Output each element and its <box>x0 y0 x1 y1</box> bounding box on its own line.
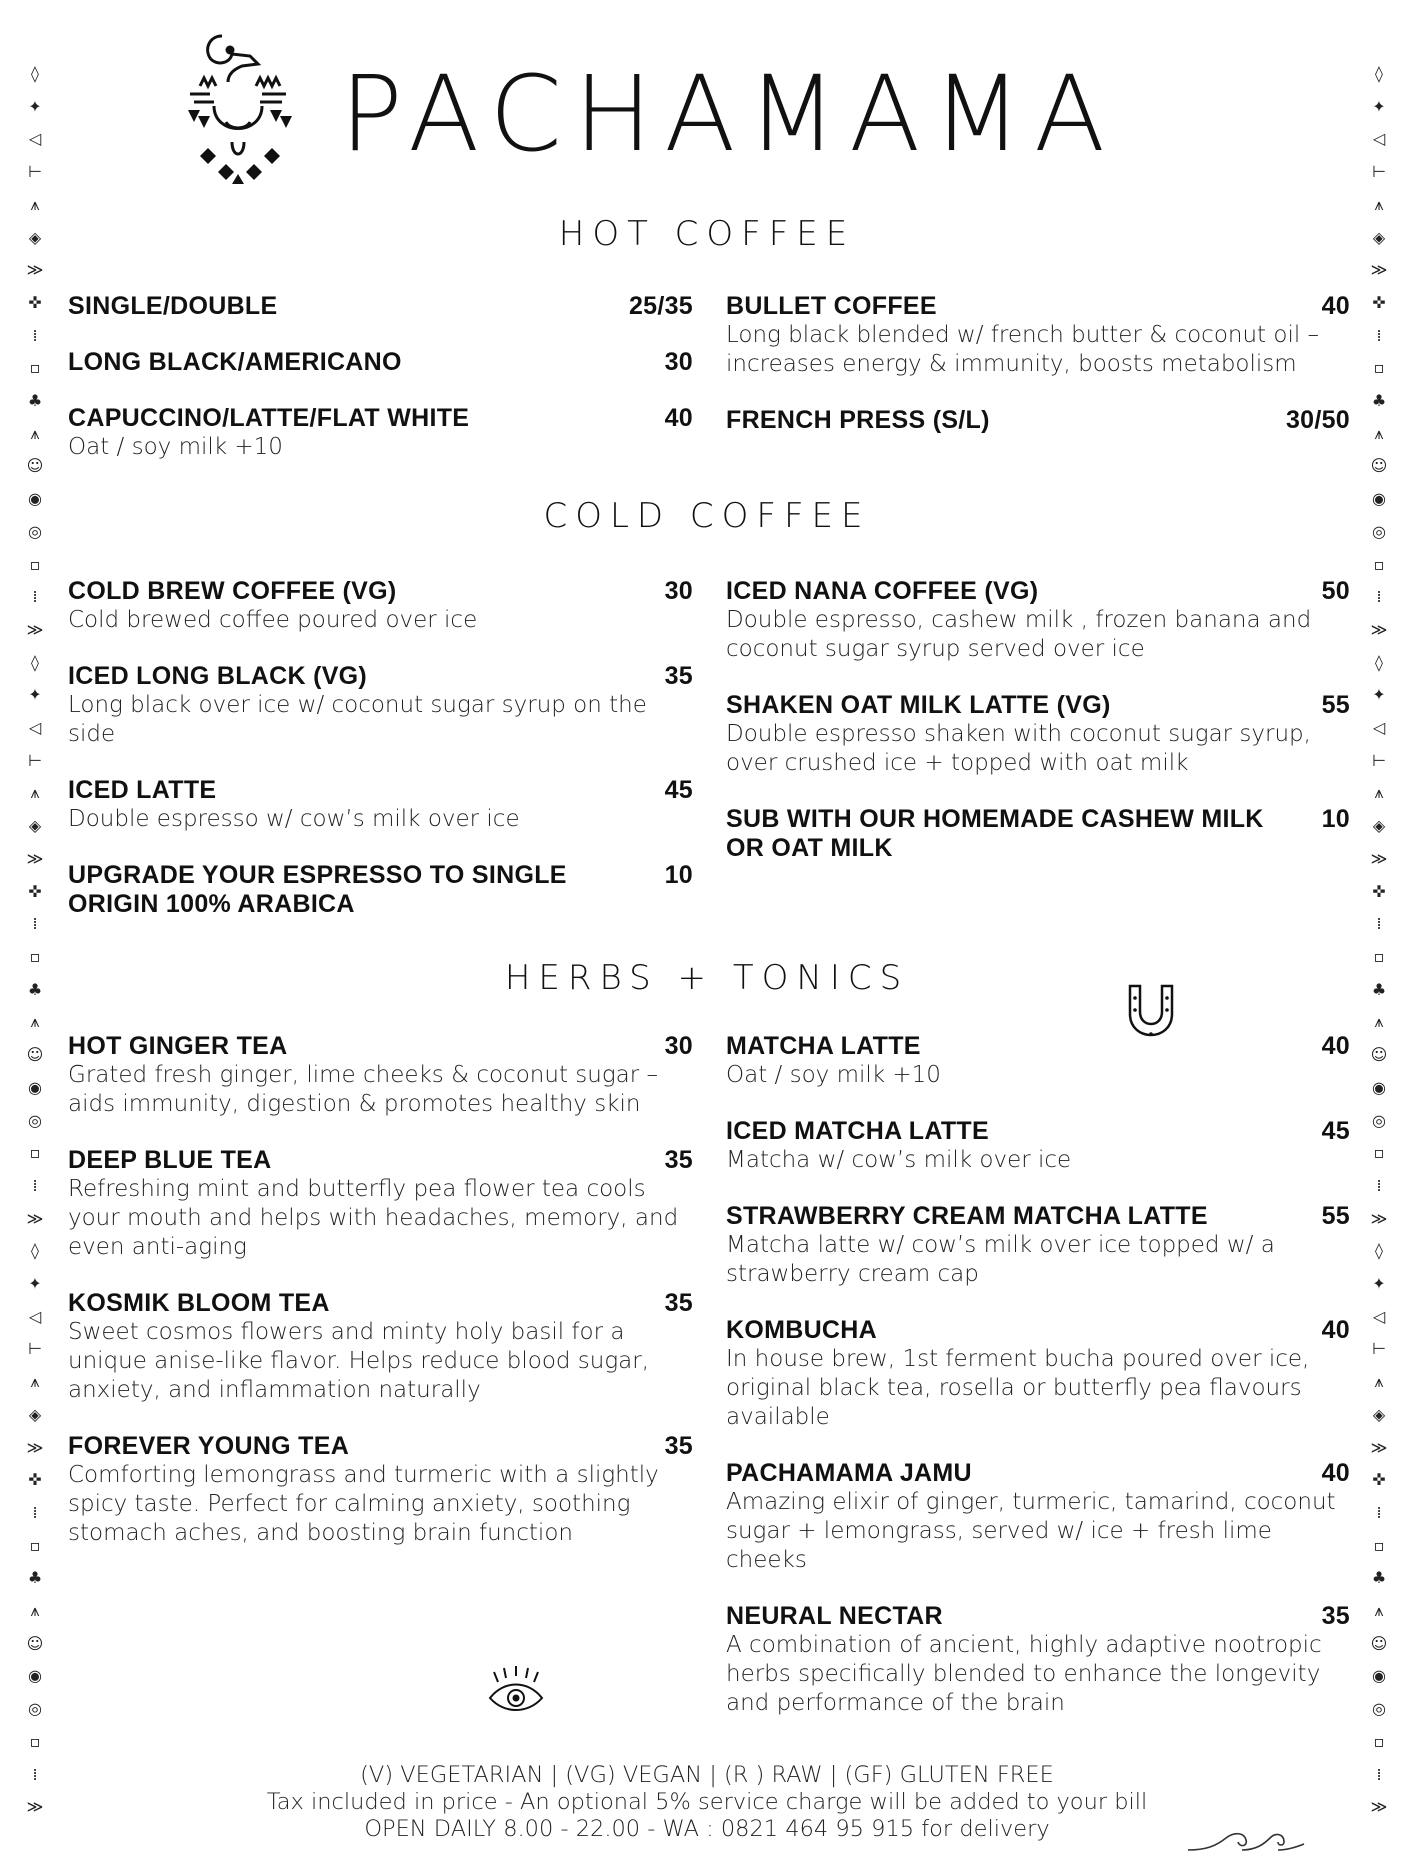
menu-item <box>68 776 693 834</box>
herbs-tonics-right-column <box>726 1032 1350 1745</box>
menu-item <box>726 406 1350 435</box>
menu-item <box>726 1459 1350 1575</box>
tribal-pattern-icon: ▫ <box>29 554 41 574</box>
right-tribal-border <box>1364 66 1394 1816</box>
tribal-pattern-icon: ⊢ <box>1372 162 1386 182</box>
menu-item-name: DEEP BLUE TEA <box>68 1146 272 1174</box>
menu-item <box>68 292 693 321</box>
tribal-pattern-icon: ⩚ <box>30 194 40 214</box>
tribal-pattern-icon: ◈ <box>28 227 42 247</box>
menu-item-name: SINGLE/DOUBLE <box>68 292 278 320</box>
tribal-pattern-icon: ⁞ <box>1376 914 1382 934</box>
menu-item-name: LONG BLACK/AMERICANO <box>68 348 402 376</box>
menu-item-name: BULLET COFFEE <box>726 292 937 320</box>
menu-item <box>68 1032 693 1119</box>
tribal-pattern-icon: ▫ <box>1373 1143 1385 1163</box>
tribal-pattern-icon: ⩚ <box>1374 423 1384 443</box>
tribal-pattern-icon: ⩚ <box>1374 1372 1384 1392</box>
tribal-pattern-icon: ◁ <box>28 718 42 738</box>
tribal-pattern-icon: ☺ <box>1370 1045 1388 1065</box>
menu-item-header <box>68 861 693 919</box>
tribal-pattern-icon: ▫ <box>29 946 41 966</box>
menu-item <box>726 1117 1350 1175</box>
tribal-pattern-icon: ⁞ <box>32 914 38 934</box>
menu-item-name: STRAWBERRY CREAM MATCHA LATTE <box>726 1202 1208 1230</box>
tribal-pattern-icon: ◊ <box>31 64 39 83</box>
menu-item-description: Refreshing mint and butterfly pea flower tea cools your mouth and helps with headaches, memory, and even anti-aging <box>68 1176 679 1260</box>
tribal-pattern-icon: ⊢ <box>28 750 42 770</box>
tribal-pattern-icon: ⊢ <box>1372 750 1386 770</box>
tribal-pattern-icon: ⁞ <box>1376 587 1382 607</box>
cold-coffee-right-column <box>726 577 1350 890</box>
tribal-pattern-icon: ⩚ <box>1374 194 1384 214</box>
tribal-pattern-icon: ◁ <box>1372 718 1386 738</box>
tribal-pattern-icon: ☺ <box>26 1045 44 1065</box>
menu-item-price: 50 <box>1321 577 1350 605</box>
menu-item <box>726 1202 1350 1289</box>
tribal-pattern-icon: ◉ <box>28 489 42 509</box>
tribal-pattern-icon: ◁ <box>1372 1306 1386 1326</box>
menu-item-name: ICED LATTE <box>68 776 217 804</box>
menu-item-name: COLD BREW COFFEE (VG) <box>68 577 397 605</box>
tribal-pattern-icon: ✜ <box>28 1470 42 1490</box>
menu-item-header <box>726 1602 1350 1631</box>
tribal-pattern-icon: ♣ <box>27 979 43 999</box>
tribal-pattern-icon: ⩚ <box>1374 783 1384 803</box>
tribal-pattern-icon: ⁞ <box>32 587 38 607</box>
menu-item-price: 40 <box>1321 1459 1350 1487</box>
menu-item <box>68 662 693 749</box>
tribal-pattern-icon: ▫ <box>29 1535 41 1555</box>
menu-item-name: FRENCH PRESS (S/L) <box>726 406 990 434</box>
tribal-pattern-icon: ◊ <box>31 652 39 672</box>
menu-item <box>68 404 693 462</box>
tribal-pattern-icon: ≫ <box>1370 1797 1388 1817</box>
tribal-pattern-icon: ◎ <box>28 1699 42 1719</box>
tribal-pattern-icon: ⁞ <box>1376 1502 1382 1522</box>
tribal-pattern-icon: ⩚ <box>30 783 40 803</box>
tribal-pattern-icon: ≫ <box>26 260 44 280</box>
menu-item-price: 55 <box>1321 691 1350 719</box>
tribal-pattern-icon: ⩚ <box>1374 1601 1384 1621</box>
menu-item <box>68 1146 693 1262</box>
tribal-pattern-icon: ☺ <box>26 1633 44 1653</box>
tribal-pattern-icon: ⁞ <box>32 325 38 345</box>
dietary-legend: (V) VEGETARIAN | (VG) VEGAN | (R ) RAW | (GF) GLUTEN FREE <box>360 1762 1054 1788</box>
tribal-pattern-icon: ♣ <box>27 1568 43 1588</box>
section-title-herbs-tonics: HERBS + TONICS <box>504 958 910 998</box>
menu-item-price: 10 <box>664 861 693 889</box>
tribal-pattern-icon: ♣ <box>1371 391 1387 411</box>
tribal-pattern-icon: ✦ <box>28 96 42 116</box>
tribal-pattern-icon: ≫ <box>1370 1208 1388 1228</box>
tribal-pattern-icon: ♣ <box>1371 1568 1387 1588</box>
menu-item-header <box>726 691 1350 720</box>
tribal-pattern-icon: ⁞ <box>1376 1764 1382 1784</box>
menu-item <box>68 1432 693 1548</box>
menu-item-name: MATCHA LATTE <box>726 1032 921 1060</box>
tribal-pattern-icon: ⩚ <box>30 1601 40 1621</box>
tribal-pattern-icon: ✜ <box>28 292 42 312</box>
menu-item <box>726 1032 1350 1090</box>
herbs-tonics-left-column <box>68 1032 693 1575</box>
hot-coffee-right-column <box>726 292 1350 462</box>
tribal-pattern-icon: ◉ <box>28 1077 42 1097</box>
menu-item <box>726 691 1350 778</box>
menu-item-header <box>68 292 693 321</box>
menu-item-name: ICED LONG BLACK (VG) <box>68 662 368 690</box>
menu-item <box>68 348 693 377</box>
menu-item-header <box>68 1289 693 1318</box>
tribal-face-logo-icon <box>170 26 310 206</box>
menu-item-description: Sweet cosmos flowers and minty holy basil for a unique anise-like flavor. Helps reduce blood sugar, anxiety, and inflammation naturally <box>68 1319 650 1403</box>
tribal-pattern-icon: ◈ <box>28 1404 42 1424</box>
menu-item <box>68 861 693 919</box>
tribal-pattern-icon: ✦ <box>1372 1274 1386 1294</box>
menu-item-description: Oat / soy milk +10 <box>68 434 283 460</box>
tribal-pattern-icon: ◎ <box>1372 521 1386 541</box>
menu-item-price: 30/50 <box>1285 406 1350 434</box>
menu-item-header <box>68 776 693 805</box>
tribal-pattern-icon: ◎ <box>28 1110 42 1130</box>
tribal-pattern-icon: ☺ <box>1370 456 1388 476</box>
tribal-pattern-icon: ▫ <box>1373 358 1385 378</box>
menu-item-header <box>726 1117 1350 1146</box>
menu-item-header <box>726 1032 1350 1061</box>
tribal-pattern-icon: ⊢ <box>28 1339 42 1359</box>
menu-item-header <box>68 1432 693 1461</box>
menu-item-price: 40 <box>1321 1316 1350 1344</box>
menu-item-name: CAPUCCINO/LATTE/FLAT WHITE <box>68 404 470 432</box>
tribal-pattern-icon: ◈ <box>1372 1404 1386 1424</box>
menu-item <box>726 1602 1350 1718</box>
left-tribal-border <box>20 66 50 1816</box>
menu-item-name: KOSMIK BLOOM TEA <box>68 1289 330 1317</box>
menu-item-price: 35 <box>664 1432 693 1460</box>
tribal-pattern-icon: ≫ <box>26 1437 44 1457</box>
tribal-pattern-icon: ☺ <box>1370 1633 1388 1653</box>
menu-item-header <box>726 292 1350 321</box>
menu-item-price: 55 <box>1321 1202 1350 1230</box>
section-title-cold-coffee: COLD COFFEE <box>543 496 871 536</box>
tribal-pattern-icon: ▫ <box>1373 1731 1385 1751</box>
menu-item-price: 35 <box>664 1289 693 1317</box>
tribal-pattern-icon: ⁞ <box>32 1764 38 1784</box>
menu-item-header <box>726 1459 1350 1488</box>
menu-item-description: Double espresso shaken with coconut sugar syrup, over crushed ice + topped with oat milk <box>726 721 1311 776</box>
tribal-pattern-icon: ✜ <box>28 881 42 901</box>
menu-item-price: 35 <box>1321 1602 1350 1630</box>
tribal-pattern-icon: ✦ <box>28 1274 42 1294</box>
tribal-pattern-icon: ♣ <box>27 391 43 411</box>
tribal-pattern-icon: ▫ <box>1373 1535 1385 1555</box>
tribal-pattern-icon: ◊ <box>1375 652 1383 672</box>
menu-item-price: 10 <box>1321 805 1350 833</box>
tribal-pattern-icon: ⁞ <box>1376 325 1382 345</box>
menu-item-description: Long black blended w/ french butter & coconut oil – increases energy & immunity, boosts metabolism <box>726 322 1320 377</box>
menu-item-header <box>68 348 693 377</box>
tribal-pattern-icon: ⩚ <box>30 1012 40 1032</box>
menu-item <box>726 292 1350 379</box>
tribal-pattern-icon: ⩚ <box>1374 1012 1384 1032</box>
tribal-pattern-icon: ♣ <box>1371 979 1387 999</box>
menu-item-description: Matcha w/ cow’s milk over ice <box>726 1147 1072 1173</box>
tribal-pattern-icon: ▫ <box>29 1143 41 1163</box>
menu-item <box>726 1316 1350 1432</box>
menu-footer <box>0 1762 1414 1843</box>
tribal-pattern-icon: ✜ <box>1372 292 1386 312</box>
tribal-pattern-icon: ⊢ <box>28 162 42 182</box>
tribal-pattern-icon: ✜ <box>1372 1470 1386 1490</box>
menu-item-header <box>726 406 1350 435</box>
tribal-pattern-icon: ◈ <box>1372 816 1386 836</box>
menu-item-description: A combination of ancient, highly adaptive nootropic herbs specifically blended to enhance the longevity and performance of the brain <box>726 1632 1322 1716</box>
hot-coffee-left-column <box>68 292 693 489</box>
menu-item-name: UPGRADE YOUR ESPRESSO TO SINGLE ORIGIN 100% ARABICA <box>68 861 567 918</box>
menu-item-price: 30 <box>664 348 693 376</box>
tribal-pattern-icon: ◎ <box>28 521 42 541</box>
menu-item-price: 25/35 <box>628 292 693 320</box>
tribal-pattern-icon: ◊ <box>31 1241 39 1261</box>
tribal-pattern-icon: ◊ <box>1375 64 1383 83</box>
menu-item-header <box>68 1146 693 1175</box>
menu-item-header <box>726 1316 1350 1345</box>
section-title-hot-coffee: HOT COFFEE <box>558 214 856 254</box>
menu-item <box>726 805 1350 863</box>
menu-item-price: 35 <box>664 662 693 690</box>
tribal-pattern-icon: ◉ <box>1372 489 1386 509</box>
tribal-pattern-icon: ⁞ <box>1376 1175 1382 1195</box>
evil-eye-icon <box>484 1662 548 1718</box>
tribal-pattern-icon: ✜ <box>1372 881 1386 901</box>
menu-item-name: NEURAL NECTAR <box>726 1602 943 1630</box>
tribal-pattern-icon: ◎ <box>1372 1110 1386 1130</box>
menu-item-name: SHAKEN OAT MILK LATTE (VG) <box>726 691 1111 719</box>
tribal-pattern-icon: ☺ <box>26 456 44 476</box>
menu-item <box>68 577 693 635</box>
tribal-pattern-icon: ⩚ <box>30 423 40 443</box>
tribal-pattern-icon: ▫ <box>1373 946 1385 966</box>
menu-item-description: Double espresso w/ cow’s milk over ice <box>68 806 520 832</box>
tax-note: Tax included in price - An optional 5% service charge will be added to your bill <box>266 1789 1148 1815</box>
tribal-pattern-icon: ✦ <box>1372 685 1386 705</box>
menu-item-name: SUB WITH OUR HOMEMADE CASHEW MILK OR OAT MILK <box>726 805 1264 862</box>
cold-coffee-left-column <box>68 577 693 946</box>
tribal-pattern-icon: ◈ <box>28 816 42 836</box>
tribal-pattern-icon: ≫ <box>1370 619 1388 639</box>
menu-item-price: 45 <box>1321 1117 1350 1145</box>
tribal-pattern-icon: ◉ <box>1372 1666 1386 1686</box>
menu-item-price: 35 <box>664 1146 693 1174</box>
menu-item <box>68 1289 693 1405</box>
menu-item-header <box>726 577 1350 606</box>
menu-item-description: Matcha latte w/ cow’s milk over ice topped w/ a strawberry cream cap <box>726 1232 1275 1287</box>
tribal-pattern-icon: ⩚ <box>30 1372 40 1392</box>
menu-item <box>726 577 1350 664</box>
menu-item-header <box>68 1032 693 1061</box>
tribal-pattern-icon: ◁ <box>28 129 42 149</box>
tribal-pattern-icon: ≫ <box>1370 1437 1388 1457</box>
tribal-pattern-icon: ⊢ <box>1372 1339 1386 1359</box>
tribal-pattern-icon: ◉ <box>1372 1077 1386 1097</box>
menu-item-name: PACHAMAMA JAMU <box>726 1459 972 1487</box>
menu-item-header <box>68 662 693 691</box>
tribal-pattern-icon: ≫ <box>26 619 44 639</box>
tribal-pattern-icon: ▫ <box>29 358 41 378</box>
brand-name: PACHAMAMA <box>340 53 1118 175</box>
tribal-pattern-icon: ✦ <box>28 685 42 705</box>
tribal-pattern-icon: ≫ <box>26 1797 44 1817</box>
tribal-pattern-icon: ▫ <box>29 1731 41 1751</box>
tribal-pattern-icon: ≫ <box>26 1208 44 1228</box>
tribal-pattern-icon: ◈ <box>1372 227 1386 247</box>
menu-item-price: 30 <box>664 1032 693 1060</box>
menu-item-description: In house brew, 1st ferment bucha poured over ice, original black tea, rosella or butterfly pea flavours available <box>726 1346 1310 1430</box>
menu-item-description: Double espresso, cashew milk , frozen banana and coconut sugar syrup served over ice <box>726 607 1312 662</box>
menu-item-header <box>68 577 693 606</box>
menu-item-header <box>726 805 1350 863</box>
menu-header <box>170 26 1260 206</box>
menu-item-price: 45 <box>664 776 693 804</box>
menu-item-description: Grated fresh ginger, lime cheeks & coconut sugar – aids immunity, digestion & promotes healthy skin <box>68 1062 658 1117</box>
tribal-pattern-icon: ▫ <box>1373 554 1385 574</box>
menu-item-description: Comforting lemongrass and turmeric with a slightly spicy taste. Perfect for calming anxiety, soothing stomach aches, and boosting brain function <box>68 1462 659 1546</box>
menu-item-name: KOMBUCHA <box>726 1316 877 1344</box>
menu-item-description: Long black over ice w/ coconut sugar syrup on the side <box>68 692 647 747</box>
menu-item-description: Amazing elixir of ginger, turmeric, tamarind, coconut sugar + lemongrass, served w/ ice + fresh lime cheeks <box>726 1489 1336 1573</box>
menu-item-name: FOREVER YOUNG TEA <box>68 1432 350 1460</box>
menu-item-price: 30 <box>664 577 693 605</box>
tribal-pattern-icon: ⁞ <box>32 1502 38 1522</box>
menu-item-name: ICED MATCHA LATTE <box>726 1117 989 1145</box>
tribal-pattern-icon: ◁ <box>1372 129 1386 149</box>
opening-hours: OPEN DAILY 8.00 - 22.00 - WA : 0821 464 95 915 for delivery <box>364 1816 1050 1842</box>
menu-item-description: Oat / soy milk +10 <box>726 1062 941 1088</box>
menu-item-price: 40 <box>1321 1032 1350 1060</box>
menu-item-price: 40 <box>664 404 693 432</box>
menu-item-header <box>68 404 693 433</box>
menu-item-name: ICED NANA COFFEE (VG) <box>726 577 1039 605</box>
tribal-pattern-icon: ◊ <box>1375 1241 1383 1261</box>
tribal-pattern-icon: ≫ <box>1370 260 1388 280</box>
menu-item-description: Cold brewed coffee poured over ice <box>68 607 478 633</box>
tribal-pattern-icon: ◉ <box>28 1666 42 1686</box>
menu-item-price: 40 <box>1321 292 1350 320</box>
tribal-pattern-icon: ⁞ <box>32 1175 38 1195</box>
tribal-pattern-icon: ◁ <box>28 1306 42 1326</box>
menu-item-name: HOT GINGER TEA <box>68 1032 288 1060</box>
menu-item-header <box>726 1202 1350 1231</box>
tribal-pattern-icon: ✦ <box>1372 96 1386 116</box>
tribal-pattern-icon: ≫ <box>1370 848 1388 868</box>
tribal-pattern-icon: ◎ <box>1372 1699 1386 1719</box>
tribal-pattern-icon: ≫ <box>26 848 44 868</box>
